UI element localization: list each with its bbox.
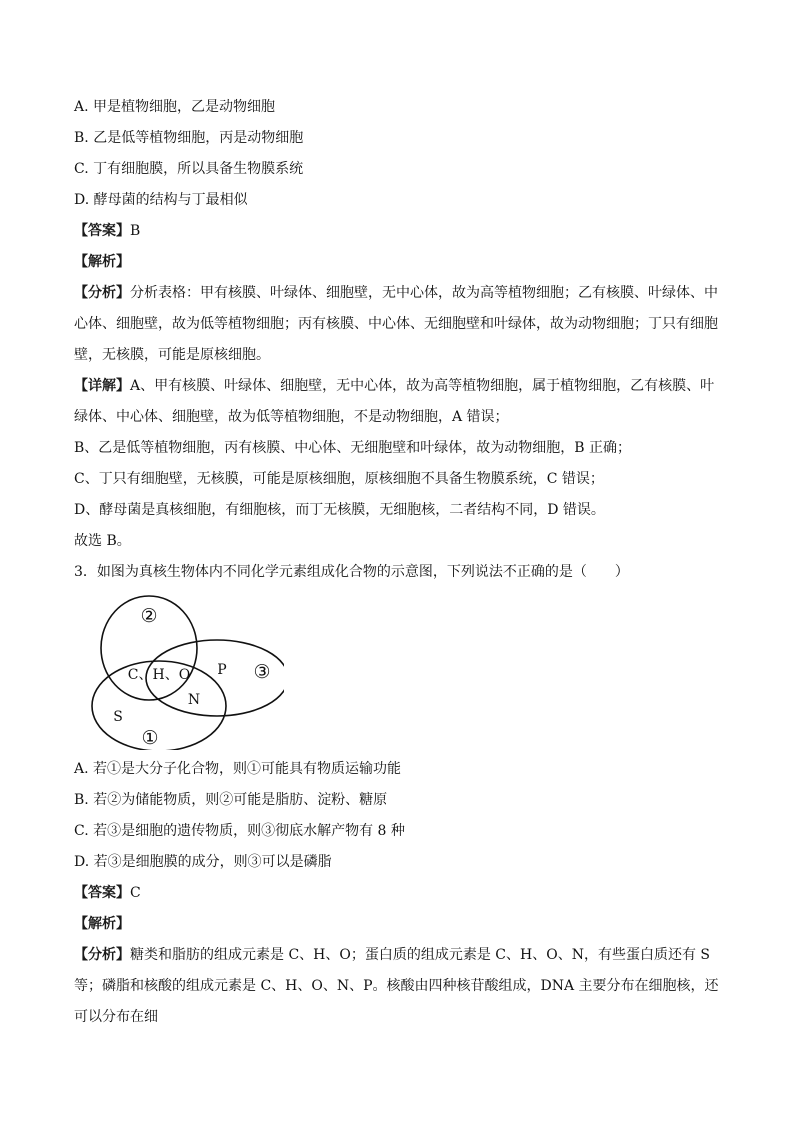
q3-option-b: B. 若②为储能物质，则②可能是脂肪、淀粉、糖原 [74,792,388,808]
fenxi-text: 糖类和脂肪的组成元素是 C、H、O；蛋白质的组成元素是 C、H、O、N，有些蛋白质还有 S 等；磷脂和核酸的组成元素是 C、H、O、N、P。核酸由四种核苷酸组成，DNA 主要分布在细胞核，还可以分布在细 [74,947,719,1025]
q2-xiangjie-b: B、乙是低等植物细胞，丙有核膜、中心体、无细胞壁和叶绿体，故为动物细胞，B 正确； [74,440,632,456]
venn-label-circle-3: ③ [253,661,271,683]
q2-fenxi [74,278,724,371]
q3-analysis-heading [74,909,724,940]
answer-value: C [130,885,141,901]
q2-xiangjie-a [74,371,724,433]
xiangjie-text-a: A、甲有核膜、叶绿体、细胞壁，无中心体，故为高等植物细胞，属于植物细胞，乙有核膜、叶绿体、中心体、细胞壁，故为低等植物细胞，不是动物细胞，A 错误； [74,378,715,425]
document-page [74,92,724,1033]
q2-answer [74,216,724,247]
q2-xiangjie-d: D、酵母菌是真核细胞，有细胞核，而丁无核膜，无细胞核，二者结构不同，D 错误。 [74,502,605,518]
fenxi-text: 分析表格：甲有核膜、叶绿体、细胞壁，无中心体，故为高等植物细胞；乙有核膜、叶绿体、中心体、细胞壁，故为低等植物细胞；丙有核膜、中心体、无细胞壁和叶绿体，故为动物细胞；丁只有细胞壁，无核膜，可能是原核细胞。 [74,285,718,363]
answer-tag: 【答案】 [74,885,130,901]
q2-option-d: D. 酵母菌的结构与丁最相似 [74,192,248,208]
fenxi-tag: 【分析】 [74,285,130,301]
venn-diagram [84,590,284,750]
answer-tag: 【答案】 [74,223,130,239]
venn-label-circle-1: ① [141,727,159,749]
q2-option-b: B. 乙是低等植物细胞，丙是动物细胞 [74,130,304,146]
q2-analysis-heading [74,247,724,278]
q2-xiangjie-c: C、丁只有细胞壁，无核膜，可能是原核细胞，原核细胞不具备生物膜系统，C 错误； [74,471,604,487]
venn-label-p: P [217,662,227,678]
q2-option-c: C. 丁有细胞膜，所以具备生物膜系统 [74,161,304,177]
answer-value: B [130,223,141,239]
q3-answer [74,878,724,909]
venn-label-center: C、H、O [127,667,191,683]
q3-stem: 3．如图为真核生物体内不同化学元素组成化合物的示意图，下列说法不正确的是（ ） [74,564,629,580]
q3-option-a: A. 若①是大分子化合物，则①可能具有物质运输功能 [74,761,402,777]
q3-fenxi [74,940,724,1033]
fenxi-tag: 【分析】 [74,947,130,963]
analysis-tag: 【解析】 [74,916,130,932]
q3-option-d: D. 若③是细胞膜的成分，则③可以是磷脂 [74,854,332,870]
venn-label-s: S [113,709,123,725]
q3-option-c: C. 若③是细胞的遗传物质，则③彻底水解产物有 8 种 [74,823,405,839]
xiangjie-tag: 【详解】 [74,378,130,394]
analysis-tag: 【解析】 [74,254,130,270]
q2-conclusion: 故选 B。 [74,533,131,549]
venn-label-n: N [187,692,201,708]
venn-label-circle-2: ② [140,605,158,627]
q2-option-a: A. 甲是植物细胞，乙是动物细胞 [74,99,276,115]
